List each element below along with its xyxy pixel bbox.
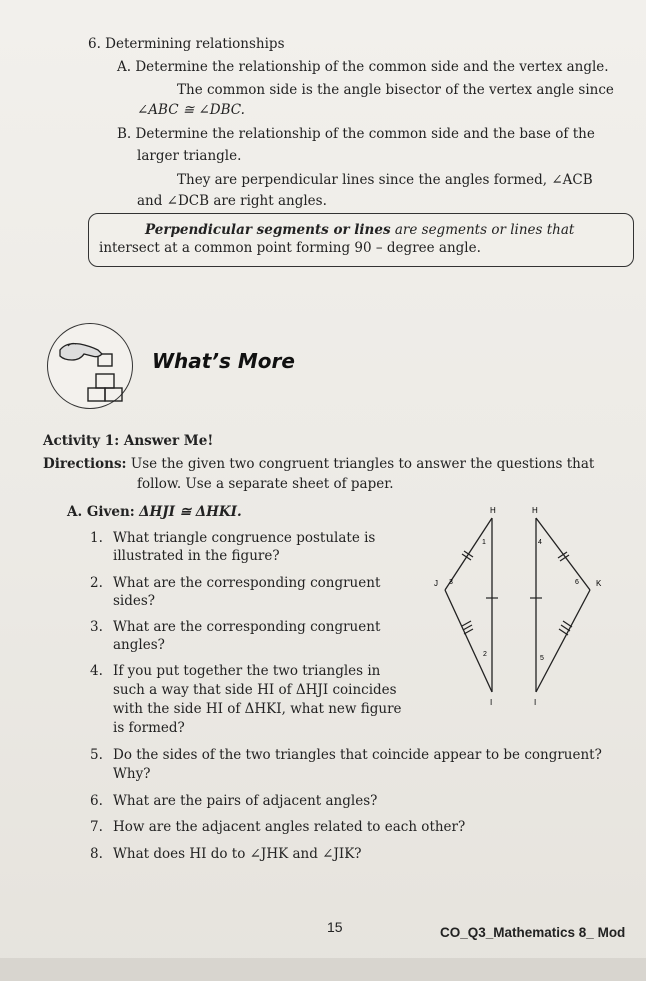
whats-more-icon xyxy=(47,323,133,409)
question-number: 3. xyxy=(90,619,103,635)
hand-blocks-icon xyxy=(48,324,132,408)
question-8-line-1: What does HI do to ∠JHK and ∠JIK? xyxy=(113,846,362,862)
definition-callout xyxy=(88,213,634,267)
question-4-line-4: is formed? xyxy=(113,720,185,736)
part-b-question-line-2: larger triangle. xyxy=(137,148,242,164)
question-5-line-2: Why? xyxy=(113,766,151,782)
vertex-label-i-left: I xyxy=(490,698,493,707)
angle-label-2: 2 xyxy=(483,651,487,658)
vertex-label-h-left: H xyxy=(490,506,496,515)
angle-label-1: 1 xyxy=(482,539,486,546)
question-4-line-3: with the side HI of ΔHKI, what new figure xyxy=(113,701,402,717)
callout-term: Perpendicular segments or lines xyxy=(145,222,391,238)
directions-label: Directions: xyxy=(43,456,127,472)
directions-line-1 xyxy=(43,455,594,473)
given-value: ΔHJI ≅ ΔHKI. xyxy=(139,504,242,520)
directions-line-2: follow. Use a separate sheet of paper. xyxy=(137,476,394,492)
angle-label-6: 6 xyxy=(575,579,579,586)
part-b-answer-line-2: and ∠DCB are right angles. xyxy=(137,193,327,209)
part-a-answer-line-1: The common side is the angle bisector of the vertex angle since xyxy=(177,82,614,98)
given-line xyxy=(67,503,242,521)
question-3-line-2: angles? xyxy=(113,637,165,653)
question-number: 4. xyxy=(90,663,103,679)
angle-label-5: 5 xyxy=(540,655,544,662)
question-number: 5. xyxy=(90,747,103,763)
question-number: 2. xyxy=(90,575,103,591)
question-5-line-1: Do the sides of the two triangles that coincide appear to be congruent? xyxy=(113,747,602,763)
page-number: 15 xyxy=(327,919,343,935)
callout-line-1 xyxy=(145,222,620,238)
question-4-line-2: such a way that side HI of ΔHJI coincides xyxy=(113,682,397,698)
question-2-line-2: sides? xyxy=(113,593,156,609)
question-number: 7. xyxy=(90,819,103,835)
callout-text-1: are segments or lines that xyxy=(390,222,575,238)
vertex-label-k: K xyxy=(596,579,602,588)
question-2-line-1: What are the corresponding congruent xyxy=(113,575,381,591)
question-number: 6. xyxy=(90,793,103,809)
callout-line-2: intersect at a common point forming 90 – degree angle. xyxy=(99,240,481,256)
angle-label-3: 3 xyxy=(449,579,453,586)
activity-title: Activity 1: Answer Me! xyxy=(43,433,214,449)
angle-label-4: 4 xyxy=(538,539,542,546)
question-1-line-2: illustrated in the figure? xyxy=(113,548,280,564)
given-label: A. Given: xyxy=(67,504,135,520)
question-4-line-1: If you put together the two triangles in xyxy=(113,663,381,679)
part-a-answer-line-2: ∠ABC ≅ ∠DBC. xyxy=(137,102,245,118)
vertex-label-j: J xyxy=(434,579,438,588)
vertex-label-i-right: I xyxy=(534,698,537,707)
whats-more-title: What’s More xyxy=(152,349,295,373)
section-heading: 6. Determining relationships xyxy=(88,36,285,52)
page-bottom-edge xyxy=(0,958,646,981)
part-b-answer-line-1: They are perpendicular lines since the angles formed, ∠ACB xyxy=(177,172,593,188)
congruent-triangles-figure xyxy=(410,500,610,715)
question-7-line-1: How are the adjacent angles related to each other? xyxy=(113,819,466,835)
part-a-question: A. Determine the relationship of the common side and the vertex angle. xyxy=(117,59,609,75)
module-code: CO_Q3_Mathematics 8_ Mod xyxy=(440,925,626,940)
question-number: 1. xyxy=(90,530,103,546)
question-1-line-1: What triangle congruence postulate is xyxy=(113,530,376,546)
vertex-label-h-right: H xyxy=(532,506,538,515)
question-6-line-1: What are the pairs of adjacent angles? xyxy=(113,793,378,809)
question-3-line-1: What are the corresponding congruent xyxy=(113,619,381,635)
directions-text-1: Use the given two congruent triangles to answer the questions that xyxy=(130,456,595,472)
part-b-question-line-1: B. Determine the relationship of the common side and the base of the xyxy=(117,126,595,142)
question-number: 8. xyxy=(90,846,103,862)
